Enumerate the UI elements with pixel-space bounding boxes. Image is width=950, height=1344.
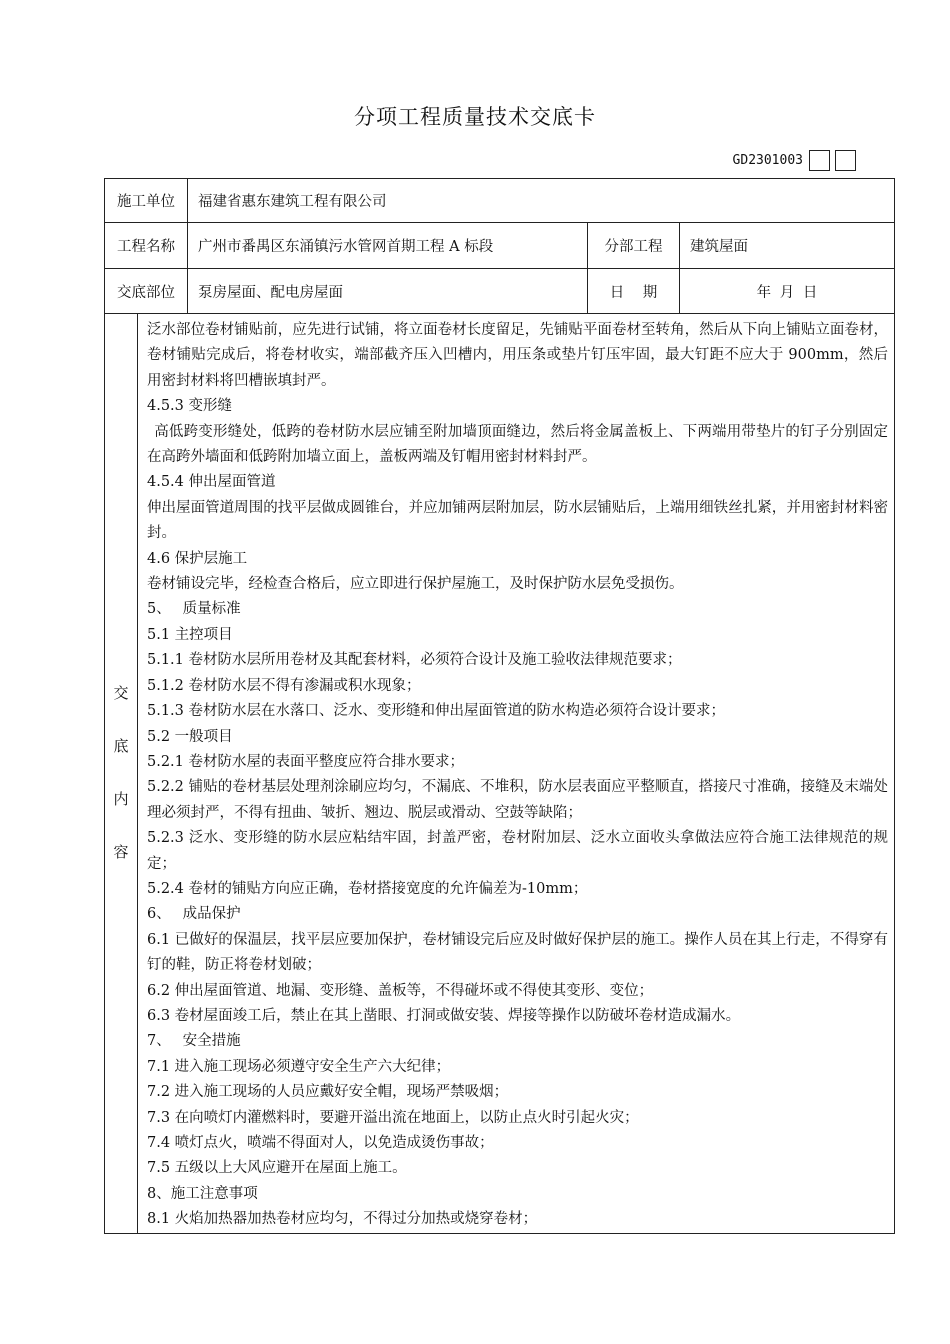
construction-unit-label: 施工单位 [105,179,188,223]
content-line: 卷材铺设完毕，经检查合格后，应立即进行保护屋施工，及时保护防水层免受损伤。 [147,576,684,593]
content-line: 6.1 已做好的保温层，找平层应要加保护，卷材铺设完后应及时做好保护层的施工。操作人员在其上行走，不得穿有钉的鞋，防正将卷材划破； [147,931,888,974]
content-line: 7.2 进入施工现场的人员应戴好安全帽，现场严禁吸烟； [147,1084,509,1101]
content-line: 4.5.4 伸出屋面管道 [147,474,276,491]
content-line: 5.2.4 卷材的铺贴方向应正确，卷材搭接宽度的允许偏差为-10mm； [147,880,588,897]
content-label-chars [105,667,137,879]
content-line: 8、施工注意事项 [147,1185,258,1202]
content-label-char: 内 [113,790,129,809]
form-code: GD2301003 [732,152,803,168]
content-line: 4.6 保护层施工 [147,550,248,567]
content-line: 6.2 伸出屋面管道、地漏、变形缝、盖板等，不得碰坏或不得使其变形、变位； [147,982,654,999]
form-code-area [733,148,856,172]
row-disclosure-part [105,269,895,314]
division-value: 建筑屋面 [680,223,895,269]
content-label-char: 交 [113,684,129,703]
date-label: 日 期 [588,269,680,314]
row-content [105,314,895,1234]
content-line: 7.4 喷灯点火，喷端不得面对人，以免造成烫伤事故； [147,1135,494,1151]
content-line: 6、 成品保护 [147,906,241,923]
code-checkbox-2[interactable] [835,150,856,171]
content-line: 5、 质量标准 [147,601,241,618]
content-line: 5.1.2 卷材防水层不得有渗漏或积水现象； [147,677,421,694]
content-line: 泛水部位卷材铺贴前，应先进行试铺，将立面卷材长度留足，先铺贴平面卷材至转角，然后从下向上铺贴立面卷材，卷材铺贴完成后，将卷材收实，端部截齐压入凹槽内，用压条或垫片钉压牢固，最大钉距不应大于 900mm，然后用密封材料将凹槽嵌填封严。 [147,322,888,389]
content-line: 5.2.2 铺贴的卷材基层处理剂涂刷应均匀，不漏底、不堆积，防水层表面应平整顺直，搭接尺寸准确，接缝及末端处理必须封严，不得有扭曲、皱折、翘边、脱层或滑动、空鼓等缺陷； [147,779,888,821]
disclosure-part-label: 交底部位 [105,269,188,314]
disclosure-content [138,314,895,1234]
content-line: 5.1.3 卷材防水层在水落口、泛水、变形缝和伸出屋面管道的防水构造必须符合设计要求； [147,703,725,720]
content-line: 7.1 进入施工现场必须遵守安全生产六大纪律； [147,1058,451,1075]
content-line: 5.1.1 卷材防水层所用卷材及其配套材料，必须符合设计及施工验收法律规范要求； [147,652,682,669]
content-line: 5.1 主控项目 [147,626,233,643]
disclosure-part-value: 泵房屋面、配电房屋面 [188,269,588,314]
content-line: 7.3 在向喷灯内灌燃料时，要避开溢出流在地面上，以防止点火时引起火灾； [147,1109,639,1126]
date-value: 年 月 日 [680,269,895,314]
document-title: 分项工程质量技术交底卡 [354,105,596,129]
content-line: 8.1 火焰加热器加热卷材应均匀，不得过分加热或烧穿卷材； [147,1211,538,1228]
content-line: 5.2.1 卷材防水屋的表面平整度应符合排水要求； [147,753,465,770]
content-line: 7.5 五级以上大风应避开在屋面上施工。 [147,1160,407,1177]
disclosure-card-table [104,178,895,1234]
content-lines [147,318,888,1233]
content-line: 5.2.3 泛水、变形缝的防水层应粘结牢固，封盖严密，卷材附加层、泛水立面收头拿做法应符合施工法律规范的规定； [147,830,888,872]
content-line: 伸出屋面管道周围的找平层做成圆锥台，并应加铺两层附加层，防水层铺贴后，上端用细铁丝扎紧，并用密封材料密封。 [147,499,888,542]
content-line: 7、 安全措施 [147,1033,241,1050]
project-name-label: 工程名称 [105,223,188,269]
row-project-name [105,223,895,269]
content-line: 高低跨变形缝处，低跨的卷材防水层应铺至附加墙顶面缝边，然后将金属盖板上、下两端用带垫片的钉子分别固定在高跨外墙面和低跨附加墙立面上，盖板两端及钉帽用密封材料封严。 [147,423,888,466]
construction-unit-value: 福建省惠东建筑工程有限公司 [188,179,895,223]
row-construction-unit [105,179,895,223]
content-label-char: 底 [113,737,129,756]
project-name-value: 广州市番禺区东涌镇污水管网首期工程 A 标段 [188,223,588,269]
content-line: 5.2 一般项目 [147,728,233,745]
content-side-label [105,314,138,1234]
code-checkbox-1[interactable] [809,150,830,171]
content-line: 6.3 卷材屋面竣工后，禁止在其上凿眼、打洞或做安装、焊接等操作以防破坏卷材造成漏水。 [147,1007,741,1024]
division-label: 分部工程 [588,223,680,269]
content-line: 4.5.3 变形缝 [147,398,233,415]
content-label-char: 容 [113,843,129,862]
